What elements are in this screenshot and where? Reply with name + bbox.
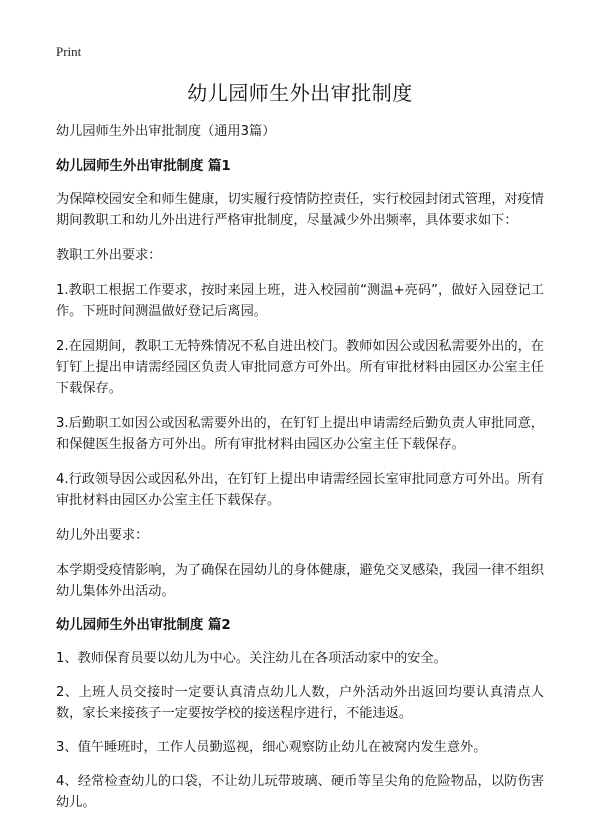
paragraph: 2、上班人员交接时一定要认真清点幼儿人数，户外活动外出返回均要认真清点人数，家长来接孩子一定要按学校的接送程序进行，不能违返。 [56, 685, 544, 721]
paragraph: 为保障校园安全和师生健康，切实履行疫情防控责任，实行校园封闭式管理，对疫情期间教职工和幼儿外出进行严格审批制度，尽量减少外出频率，具体要求如下： [56, 192, 544, 228]
paragraph: 本学期受疫情影响，为了确保在园幼儿的身体健康，避免交叉感染，我园一律不组织幼儿集体外出活动。 [56, 563, 544, 599]
section-1 [56, 157, 544, 602]
paragraph: 4、经常检查幼儿的口袋，不让幼儿玩带玻璃、硬币等呈尖角的危险物品，以防伤害幼儿。 [56, 774, 544, 810]
paragraph: 4.行政领导因公或因私外出，在钉钉上提出申请需经园长室审批同意方可外出。所有审批材料由园区办公室主任下载保存。 [56, 472, 544, 508]
paragraph: 教职工外出要求： [56, 248, 162, 263]
paragraph: 2.在园期间，教职工无特殊情况不私自进出校门。教师如因公或因私需要外出的，在钉钉上提出申请需经园区负责人审批同意方可外出。所有审批材料由园区办公室主任下载保存。 [56, 339, 544, 396]
document-title: 幼儿园师生外出审批制度 [187, 81, 413, 105]
section-2 [56, 616, 544, 813]
paragraph: 1、教师保育员要以幼儿为中心。关注幼儿在各项活动家中的安全。 [56, 651, 447, 666]
print-label: Print [56, 44, 82, 59]
paragraph: 3、值午睡班时，工作人员勤巡视，细心观察防止幼儿在被窝内发生意外。 [56, 740, 487, 755]
paragraph: 3.后勤职工如因公或因私需要外出的，在钉钉上提出申请需经后勤负责人审批同意，和保健医生报备方可外出。所有审批材料由园区办公室主任下载保存。 [56, 416, 544, 452]
paragraph: 幼儿外出要求： [56, 528, 149, 543]
paragraph: 1.教职工根据工作要求，按时来园上班，进入校园前“测温+亮码”，做好入园登记工作。下班时间测温做好登记后离园。 [56, 283, 544, 319]
section-heading: 幼儿园师生外出审批制度 篇1 [56, 159, 231, 174]
document-subtitle: 幼儿园师生外出审批制度（通用3篇） [56, 124, 276, 139]
section-heading: 幼儿园师生外出审批制度 篇2 [56, 618, 231, 633]
